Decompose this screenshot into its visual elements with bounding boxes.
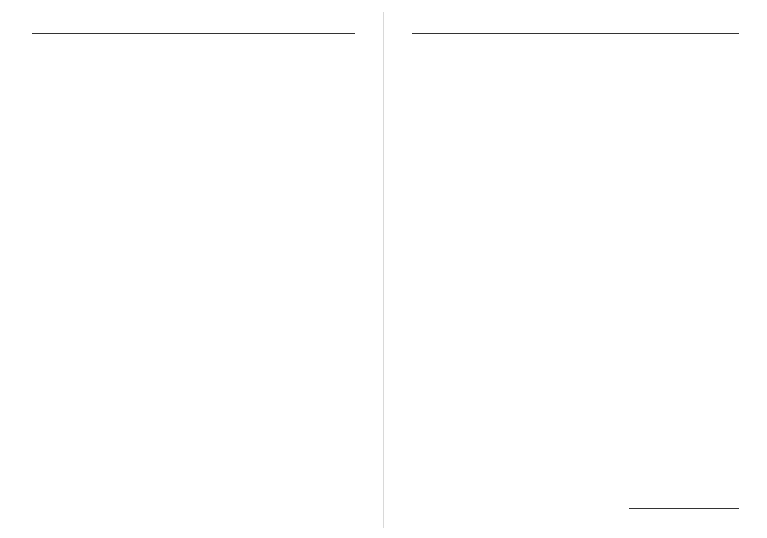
right-body-text — [414, 40, 739, 56]
paragraph-spacer — [414, 48, 739, 56]
right-header-rule — [412, 33, 739, 34]
paragraph-spacer — [414, 40, 739, 48]
right-page — [384, 0, 767, 538]
left-header-rule — [32, 33, 355, 34]
footnote-rule — [629, 508, 739, 509]
left-page — [0, 0, 383, 538]
